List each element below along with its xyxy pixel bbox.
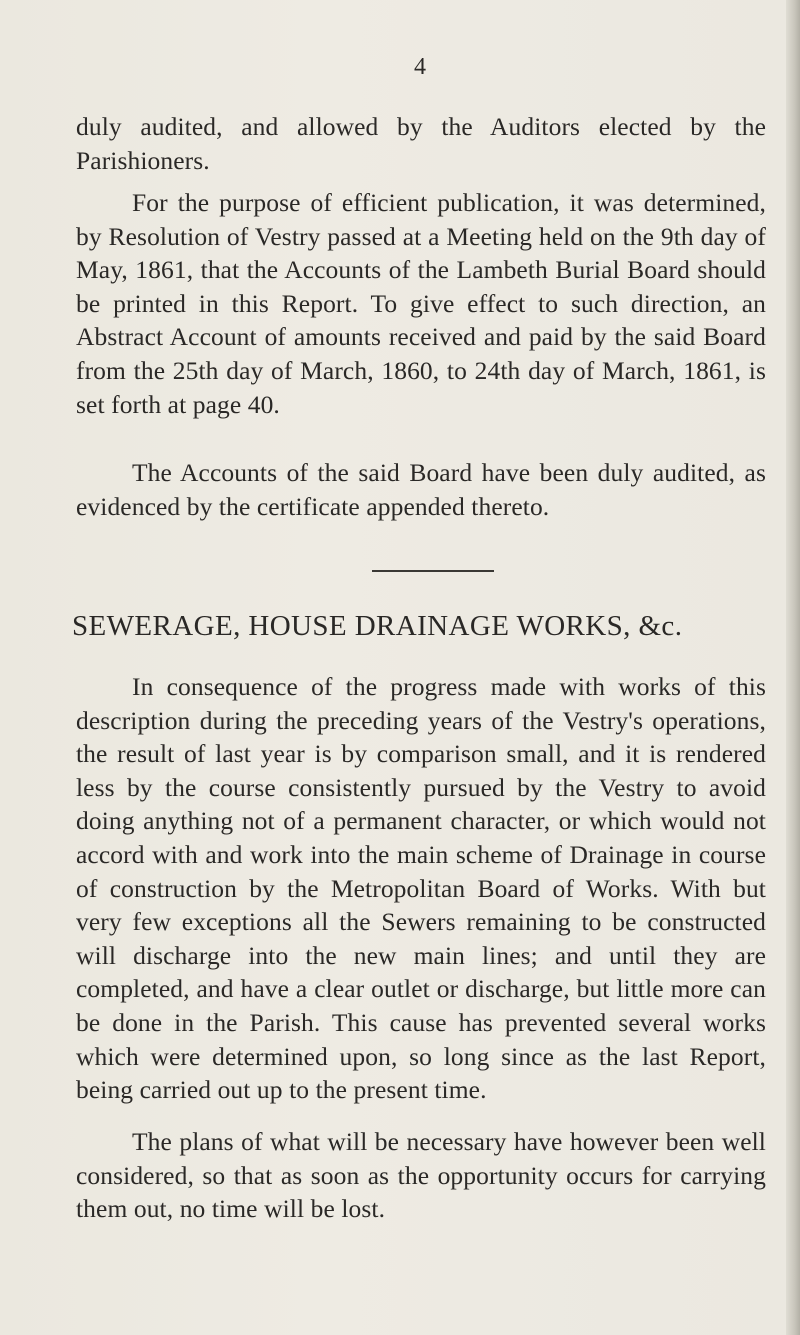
section-divider	[372, 570, 494, 572]
paragraph-plans: The plans of what will be necessary have however been well considered, so that as soon as the opportunity occurs for carrying them out, no time will be lost.	[76, 1127, 766, 1224]
paragraph-sewerage: In consequence of the progress made with works of this description during the preceding years of the Vestry's operations, the result of last year is by comparison small, and it is rendered less by the course consistently pursued by the Vestry to avoid doing anything not of a permanent character, or which would not accord with and work into the main scheme of Drainage in course of construction by the Metropolitan Board of Works. With but very few exceptions all the Sewers remaining to be constructed will discharge into the new main lines; and until they are completed, and have a clear outlet or discharge, but little more can be done in the Parish. This cause has prevented several works which were determined upon, so long since as the last Report, being carried out up to the present time.	[76, 672, 766, 1105]
page-number: 4	[414, 54, 426, 80]
section-heading: SEWERAGE, HOUSE DRAINAGE WORKS, &c.	[72, 610, 683, 642]
paragraph-continued: duly audited, and allowed by the Auditors elected by the Parishioners.	[76, 112, 766, 175]
page-edge-shadow	[786, 0, 800, 1335]
paragraph-accounts-audited: The Accounts of the said Board have been duly audited, as evidenced by the certificate appended thereto.	[76, 458, 766, 521]
paragraph-publication: For the purpose of efficient publication, it was determined, by Resolution of Vestry passed at a Meeting held on the 9th day of May, 1861, that the Accounts of the Lambeth Burial Board should be printed in this Report. To give effect to such direction, an Abstract Account of amounts received and paid by the said Board from the 25th day of March, 1860, to 24th day of March, 1861, is set forth at page 40.	[76, 188, 766, 419]
